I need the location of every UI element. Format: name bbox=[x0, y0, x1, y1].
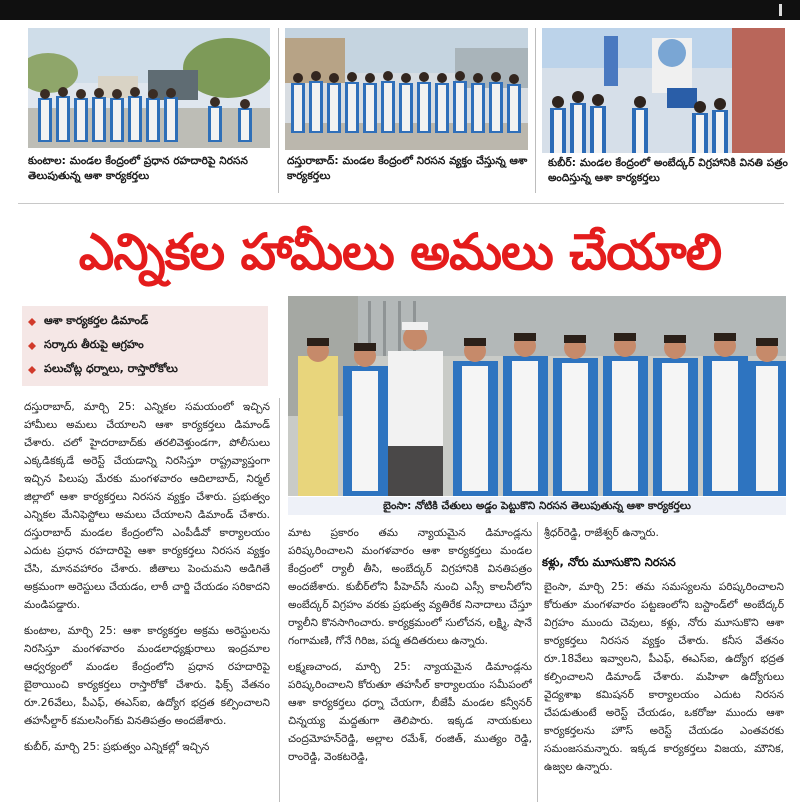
article-paragraph: దస్తురాబాద్, మార్చి 25: ఎన్నికల సమయంలో ఇచ్చిన హామీలు అమలు చేయాలని ఆశా కార్యకర్తలు డిమాండ్ చేశారు. చలో హైదరాబాద్‌కు తరలివెళ్తుండగా, పోలీసులు ఎక్కడికక్కడే అరెస్ట్ చేయడాన్ని నిరసిస్తూ రాష్ట్రవ్యాప్తంగా ఇచ్చిన పిలుపు మేరకు మంగళవారం ఆదిలాబాద్, నిర్మల్ జిల్లాలో ఆశా కార్యకర్తలు నిరసన వ్యక్తం చేశారు. ప్రభుత్వం ఎన్నికల మేనిఫెస్టోలు అమలు చేయాలని డిమాండ్ చేశారు. దస్తురాబాద్ మండల కేంద్రంలోని ఎంపీడీవో కార్యాలయం ఎదుట ప్రధాన రహదారిపై ఆశా కార్యకర్తలు నిరసన వ్యక్తం చేసి, మానవహారం చేశారు. జీతాలు పెంచుమని అడిగితే అక్రమంగా అరెస్టులు చేయడం, లాఠీ చార్జి చేయడం సరికాదని మండిపడ్డారు. bbox=[24, 401, 270, 611]
caption-text: నోటికి చేతులు అడ్డం పెట్టుకొని నిరసన తెలుపుతున్న ఆశా కార్యకర్తలు bbox=[415, 500, 691, 512]
highlight-item bbox=[28, 334, 262, 358]
photo-caption-kubeer bbox=[548, 156, 788, 186]
article-column-1 bbox=[24, 398, 270, 802]
column-divider bbox=[278, 28, 279, 193]
caption-place: కుబీర్: bbox=[548, 157, 577, 169]
column-divider bbox=[535, 28, 536, 193]
section-rule bbox=[18, 203, 784, 204]
highlight-item bbox=[28, 310, 262, 334]
photo-kuntala bbox=[28, 28, 270, 148]
article-paragraph: శ్రీధర్‌రెడ్డి, రాజేశ్వర్ ఉన్నారు. bbox=[544, 527, 659, 539]
caption-text: మండల కేంద్రంలో నిరసన వ్యక్తం చేస్తున్న ఆశా కార్యకర్తలు bbox=[287, 155, 528, 182]
highlights-box bbox=[22, 306, 268, 386]
diamond-bullet-icon bbox=[28, 366, 36, 374]
caption-place: బైంసా: bbox=[383, 500, 412, 512]
article-paragraph: కుబీర్, మార్చి 25: ప్రభుత్వం ఎన్నికల్లో ఇచ్చిన bbox=[24, 741, 210, 753]
subheading: కళ్లు, నోరు మూసుకొని నిరసన bbox=[542, 555, 676, 569]
article-paragraph: మాట ప్రకారం తమ న్యాయమైన డిమాండ్లను పరిష్కరించాలని మంగళవారం ఆశా కార్యకర్తలు మండల కేంద్రంలో ర్యాలీ తీసి, అంబేద్కర్ విగ్రహానికి వినతిపత్రం అందజేశారు. కుబీర్‌లోని పీహెచ్‌సీ నుంచి ఎస్సీ కాలనీలోని అంబేద్కర్ విగ్రహం వరకు ప్రభుత్వ వ్యతిరేక నినాదాలు చేస్తూ ర్యాలీని కొనసాగించారు. కార్యక్రమంలో సులోచన, లక్ష్మి, షానే గంగామణి, గోనే గిరిజ, పద్మ తదితరులు ఉన్నారు. bbox=[288, 527, 532, 647]
caption-text: మండల కేంద్రంలో ప్రధాన రహదారిపై నిరసన తెలుపుతున్న ఆశా కార్యకర్తలు bbox=[28, 155, 249, 182]
caption-place: దస్తురాబాద్: bbox=[287, 155, 339, 167]
article-paragraph: లక్ష్మణచాంద, మార్చి 25: న్యాయమైన డిమాండ్లను పరిష్కరించాలని కోరుతూ తహసీల్ కార్యాలయం సమీపంలో ఆశా కార్యకర్తలు ధర్నా చేయగా, బీజేపీ మండల కన్వీనర్ చిన్నయ్య మద్దతుగా తెలిపారు. ఇక్కడ నాయకులు చంద్రమోహన్‌రెడ్డి, అల్లాల రమేశ్, రంజిత్, ముత్యం రెడ్డి, రాంరెడ్డి, వెంకటరెడ్డి, bbox=[288, 661, 532, 763]
main-photo-bhainsa bbox=[288, 296, 786, 496]
column-divider bbox=[537, 522, 538, 802]
diamond-bullet-icon bbox=[28, 318, 36, 326]
article-paragraph: బైంసా, మార్చి 25: తమ సమస్యలను పరిష్కరించాలని కోరుతూ మంగళవారం పట్టణంలోని బస్టాండ్‌లో అంబేద్కర్ విగ్రహం ముందు చెవులు, కళ్లు, నోరు మూసుకొని ఆశా కార్యకర్తలు నిరసన వ్యక్తం చేశారు. కనీస వేతనం రూ.18వేలు ఇవ్వాలని, పీఎఫ్, ఈఎస్ఐ, ఉద్యోగ భద్రత కల్పించాలని డిమాండ్ చేశారు. మహిళా ఉద్యోగులు వైద్యశాఖ కమిషనర్ కార్యాలయం ఎదుట నిరసన చేపడుతుంటే అరెస్ట్ చేయడం, ఒకరోజు ముందు ఆశా కార్యకర్తలను హౌస్ అరెస్ట్ చేయడం ఎంతవరకు సమంజసమన్నారు. ఇక్కడ కార్యకర్తలు విజయ, మౌనిక, ఉజ్వల ఉన్నారు. bbox=[544, 581, 784, 773]
article-column-3-top bbox=[544, 524, 784, 542]
highlight-text: ఆశా కార్యకర్తల డిమాండ్ bbox=[44, 314, 149, 327]
article-paragraph: కుంటాల, మార్చి 25: ఆశా కార్యకర్తల అక్రమ అరెస్టులను నిరసిస్తూ మంగళవారం మండలాధ్యక్షురాలు ఇంద్రమాల ఆధ్వర్యంలో మండల కేంద్రంలోని ప్రధాన రహదారిపై బైఠాయించి కార్యకర్తలు రాస్తారోకో చేశారు. ఫిక్స్ వేతనం రూ.26వేలు, పీఎఫ్, ఈఎస్ఐ, ఉద్యోగ భద్రత కల్పించాలని తహసీల్దార్ కమలసింగ్‌కు వినతిపత్రం అందజేశారు. bbox=[24, 625, 270, 727]
photo-caption-kuntala bbox=[28, 154, 278, 184]
highlight-text: పలుచోట్ల ధర్నాలు, రాస్తారోకోలు bbox=[44, 362, 178, 375]
headline: ఎన్నికల హామీలు అమలు చేయాలి bbox=[78, 223, 722, 281]
top-bar-mark bbox=[779, 4, 782, 16]
main-photo-caption bbox=[288, 497, 786, 515]
column-divider bbox=[279, 398, 280, 802]
top-bar bbox=[0, 0, 800, 20]
diamond-bullet-icon bbox=[28, 342, 36, 350]
highlight-item bbox=[28, 358, 262, 382]
highlight-text: సర్కారు తీరుపై ఆగ్రహం bbox=[44, 338, 144, 351]
article-column-3 bbox=[544, 578, 784, 802]
photo-caption-dasturabad bbox=[287, 154, 533, 184]
caption-text: మండల కేంద్రంలో అంబేద్కర్ విగ్రహానికి వినతి పత్రం అందిస్తున్న ఆశా కార్యకర్తలు bbox=[548, 157, 788, 184]
photo-kubeer bbox=[542, 28, 785, 153]
caption-place: కుంటాల: bbox=[28, 155, 66, 167]
article-column-2 bbox=[288, 524, 532, 802]
photo-dasturabad bbox=[285, 28, 528, 150]
